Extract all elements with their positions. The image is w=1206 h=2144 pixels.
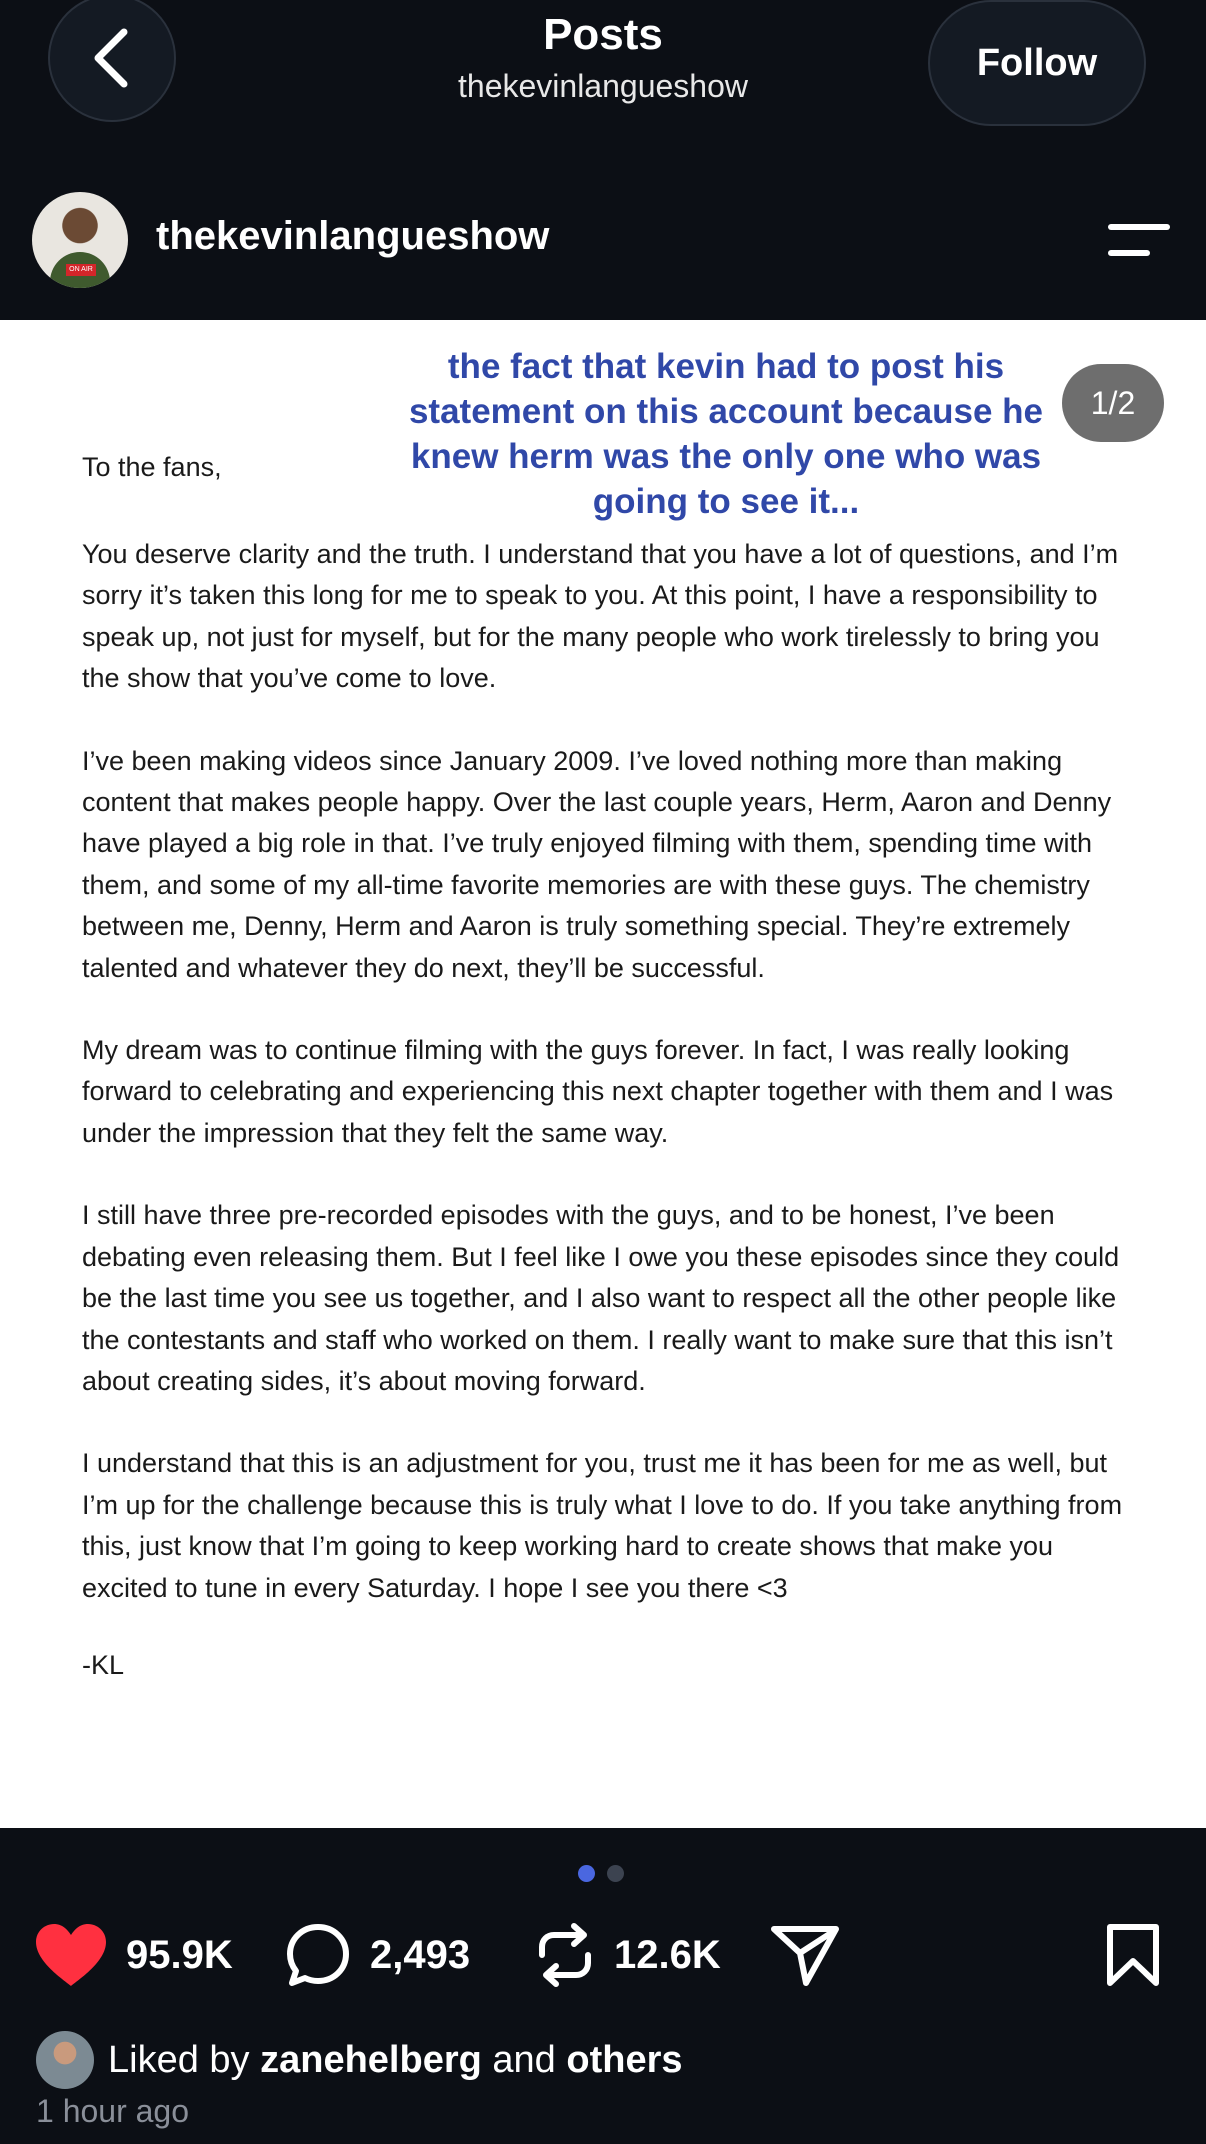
action-bar (0, 1910, 1206, 2000)
post-image[interactable] (0, 320, 1206, 1828)
letter-salutation: To the fans, (82, 452, 222, 482)
carousel-dot (607, 1865, 624, 1882)
post-username[interactable]: thekevinlangueshow (156, 214, 550, 258)
save-action[interactable] (1104, 1910, 1162, 2000)
avatar-badge: ON AIR (66, 264, 96, 276)
liked-by-prefix: Liked by (108, 2038, 250, 2081)
repost-icon[interactable] (534, 1921, 596, 1989)
liked-by[interactable] (36, 2030, 683, 2090)
carousel-dot-active (578, 1865, 595, 1882)
heart-icon[interactable] (34, 1922, 108, 1988)
page-subtitle: thekevinlangueshow (458, 68, 748, 104)
bookmark-icon[interactable] (1104, 1923, 1162, 1987)
letter-signoff: -KL (82, 1650, 125, 1680)
send-icon[interactable] (770, 1921, 840, 1989)
letter-paragraph: You deserve clarity and the truth. I understand that you have a lot of questions, and I’m sorry it’s taken this long for me to speak to you. At this point, I have a responsibility to speak up, not just for myself, but for the many people who work tirelessly to bring you the show that you’ve come to love. (82, 539, 1119, 694)
liked-by-others[interactable]: others (566, 2038, 683, 2081)
page-title: Posts (543, 10, 663, 59)
post-header (0, 180, 1206, 300)
comment-count: 2,493 (370, 1932, 471, 1977)
carousel-dots (578, 1865, 624, 1883)
page-indicator-badge: 1/2 (1062, 364, 1164, 442)
top-nav (0, 0, 1206, 160)
comment-action[interactable] (284, 1910, 470, 2000)
avatar[interactable] (32, 192, 128, 288)
letter-paragraph: My dream was to continue filming with the guys forever. In fact, I was really looking forward to celebrating and experiencing this next chapter together with them and I was under the impression that they felt the same way. (82, 1035, 1114, 1148)
letter-body (82, 534, 1142, 1650)
repost-action[interactable] (534, 1910, 721, 2000)
post-timestamp: 1 hour ago (36, 2093, 190, 2129)
follow-button[interactable]: Follow (928, 0, 1146, 126)
like-count: 95.9K (126, 1932, 233, 1977)
letter-paragraph: I understand that this is an adjustment for you, trust me it has been for me as well, but I’m up for the challenge because this is truly what I love to do. If you take anything from this, just know that I’m going to keep working hard to create shows that make you excited to tune in every Saturday. I hope I see you there <3 (82, 1448, 1123, 1603)
like-action[interactable] (34, 1910, 233, 2000)
share-action[interactable] (770, 1910, 840, 2000)
liked-by-user[interactable]: zanehelberg (260, 2038, 482, 2081)
menu-icon[interactable] (1108, 224, 1170, 260)
liker-avatar (36, 2031, 94, 2089)
caption-overlay: the fact that kevin had to post his statement on this account because he knew herm was the only one who was going to see it... (408, 347, 1044, 521)
letter-paragraph: I’ve been making videos since January 2009. I’ve loved nothing more than making content that makes people happy. Over the last couple years, Herm, Aaron and Denny have played a big role in that. I’ve truly enjoyed filming with them, spending time with them, and some of my all-time favorite memories are with these guys. The chemistry between me, Denny, Herm and Aaron is truly something special. They’re extremely talented and whatever they do next, they’ll be successful. (82, 745, 1112, 983)
letter-paragraph: I still have three pre-recorded episodes with the guys, and to be honest, I’ve been debating even releasing them. But I feel like I owe you these episodes since they could be the last time you see us together, and I also want to respect all the other people like the contestants and staff who worked on them. I really want to make sure that this isn’t about creating sides, it’s about moving forward. (82, 1200, 1120, 1396)
comment-icon[interactable] (284, 1921, 352, 1989)
liked-by-conjunction: and (492, 2038, 556, 2081)
repost-count: 12.6K (614, 1932, 721, 1977)
